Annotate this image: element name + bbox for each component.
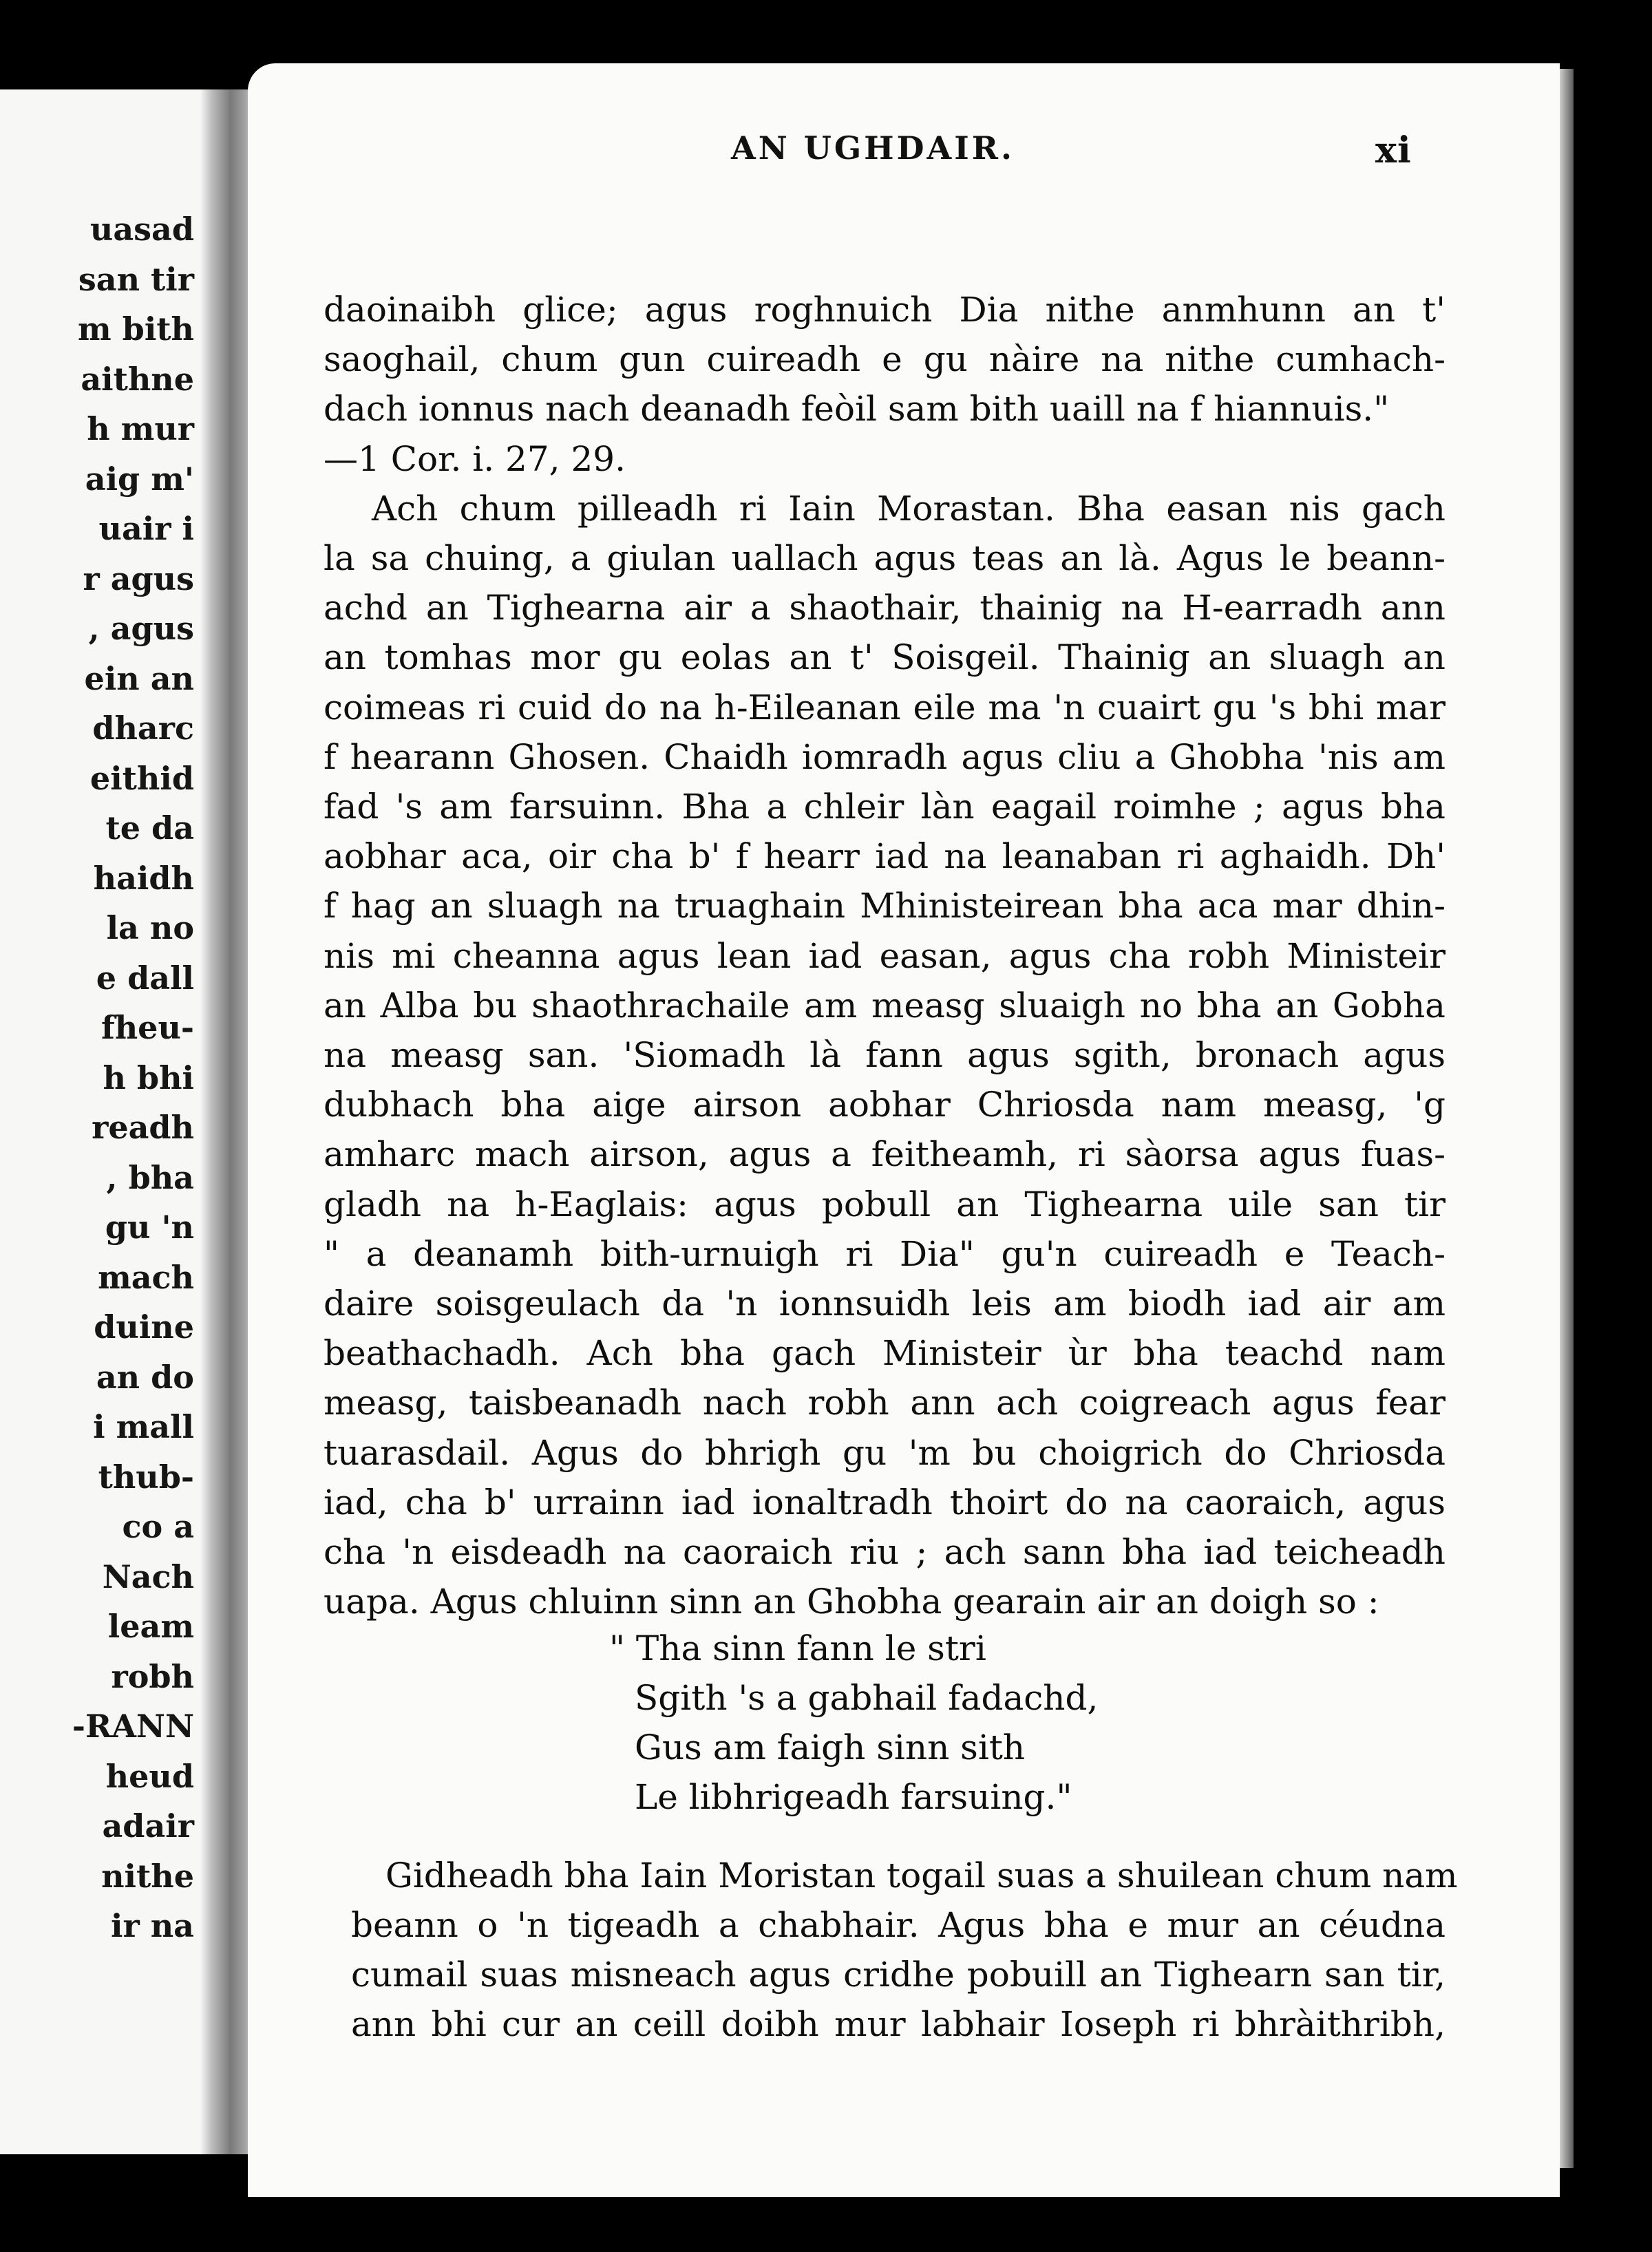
left-page-line: aig m' xyxy=(85,460,194,498)
left-page-line: te da xyxy=(105,809,194,847)
left-page-line: adair xyxy=(102,1807,194,1845)
text-line: dubhach bha aige airson aobhar Chriosda nam measg, 'g xyxy=(324,1085,1446,1125)
left-page-line: thub- xyxy=(98,1458,194,1496)
text-line: amharc mach airson, agus a feitheamh, ri sàorsa agus fuas- xyxy=(324,1134,1446,1175)
left-page-line: m bith xyxy=(77,310,194,348)
left-page-line: fheu- xyxy=(100,1009,194,1046)
text-line: ann bhi cur an ceill doibh mur labhair Ioseph ri bhràithribh, xyxy=(351,2004,1446,2044)
left-page-line: leam xyxy=(107,1608,194,1645)
left-page-line: heud xyxy=(105,1757,194,1795)
text-line: —1 Cor. i. 27, 29. xyxy=(324,438,626,479)
text-line: an Alba bu shaothrachaile am measg sluaigh no bha an Gobha xyxy=(324,985,1446,1026)
running-head: AN UGHDAIR. xyxy=(731,129,1015,167)
left-page-line: duine xyxy=(94,1308,194,1346)
text-line: f hag an sluagh na truaghain Mhinisteirean bha aca mar dhin- xyxy=(324,886,1446,926)
left-page-line: h mur xyxy=(87,410,194,447)
text-line: gladh na h-Eaglais: agus pobull an Tighearna uile san tir xyxy=(324,1184,1446,1224)
left-page-line: i mall xyxy=(93,1408,194,1445)
left-page-line: gu 'n xyxy=(105,1209,194,1246)
text-line: na measg san. 'Siomadh là fann agus sgith, bronach agus xyxy=(324,1035,1446,1075)
text-line: cumail suas misneach agus cridhe pobuill an Tighearn san tir, xyxy=(351,1955,1446,1995)
left-page-line: r agus xyxy=(83,560,194,597)
text-line: tuarasdail. Agus do bhrigh gu 'm bu choigrich do Chriosda xyxy=(324,1432,1446,1473)
left-page-line: Nach xyxy=(102,1558,194,1595)
text-line: aobhar aca, oir cha b' f hearr iad na leanaban ri aghaidh. Dh' xyxy=(324,836,1446,877)
text-line: saoghail, chum gun cuireadh e gu nàire na nithe cumhach- xyxy=(324,339,1446,380)
text-line: measg, taisbeanadh nach robh ann ach coigreach agus fear xyxy=(324,1383,1446,1423)
left-page-line: co a xyxy=(122,1508,194,1545)
text-line: an tomhas mor gu eolas an t' Soisgeil. Thainig an sluagh an xyxy=(324,637,1446,678)
verse-line: Le libhrigeadh farsuing." xyxy=(635,1777,1072,1817)
verse-line: " Tha sinn fann le stri xyxy=(609,1628,986,1668)
text-line: cha 'n eisdeadh na caoraich riu ; ach sann bha iad teicheadh xyxy=(324,1532,1446,1572)
left-page-line: nithe xyxy=(101,1857,194,1895)
text-line: beann o 'n tigeadh a chabhair. Agus bha e mur an céudna xyxy=(351,1905,1446,1945)
text-line: dach ionnus nach deanadh feòil sam bith uaill na f hiannuis." xyxy=(324,389,1390,429)
left-page-line: , agus xyxy=(88,610,194,647)
left-page-line: la no xyxy=(106,909,194,946)
text-line: " a deanamh bith-urnuigh ri Dia" gu'n cuireadh e Teach- xyxy=(324,1233,1446,1274)
left-page-line: aithne xyxy=(81,360,194,398)
page-edge-shadow xyxy=(1560,69,1574,2168)
left-page-line: h bhi xyxy=(103,1059,194,1096)
left-page-line: e dall xyxy=(96,959,194,997)
text-line: nis mi cheanna agus lean iad easan, agus cha robh Ministeir xyxy=(324,935,1446,976)
text-line: f hearann Ghosen. Chaidh iomradh agus cliu a Ghobha 'nis am xyxy=(324,736,1446,777)
text-line: coimeas ri cuid do na h-Eileanan eile ma 'n cuairt gu 's bhi mar xyxy=(324,687,1446,727)
text-line: Ach chum pilleadh ri Iain Morastan. Bha easan nis gach xyxy=(372,488,1446,529)
text-line: Gidheadh bha Iain Moristan togail suas a shuilean chum nam xyxy=(385,1856,1458,1895)
text-line: iad, cha b' urrainn iad ionaltradh thoirt do na caoraich, agus xyxy=(324,1482,1446,1522)
text-line: uapa. Agus chluinn sinn an Ghobha gearain air an doigh so : xyxy=(324,1582,1379,1622)
left-page-line: uair i xyxy=(98,510,194,547)
page-number: xi xyxy=(1375,129,1412,171)
text-line: daoinaibh glice; agus roghnuich Dia nithe anmhunn an t' xyxy=(324,290,1446,330)
text-line: fad 's am farsuinn. Bha a chleir làn eagail roimhe ; agus bha xyxy=(324,787,1446,827)
left-page-line: ein an xyxy=(84,659,194,697)
left-page-line: dharc xyxy=(92,710,194,747)
left-page-line: uasad xyxy=(89,211,194,248)
text-line: achd an Tighearna air a shaothair, thainig na H-earradh ann xyxy=(324,588,1446,628)
left-page-line: ir na xyxy=(111,1907,194,1944)
text-line: beathachadh. Ach bha gach Ministeir ùr bha teachd nam xyxy=(324,1333,1446,1374)
left-page-fragment xyxy=(0,89,200,2154)
verse-line: Sgith 's a gabhail fadachd, xyxy=(635,1678,1099,1718)
left-page-line: an do xyxy=(96,1358,194,1396)
left-page-line: robh xyxy=(111,1657,194,1695)
left-page-line: san tir xyxy=(78,260,194,298)
left-page-line: mach xyxy=(98,1258,194,1296)
left-page-line: , bha xyxy=(106,1158,194,1196)
text-line: la sa chuing, a giulan uallach agus teas an là. Agus le beann- xyxy=(324,538,1446,578)
verse-line: Gus am faigh sinn sith xyxy=(635,1728,1026,1767)
left-page-line: readh xyxy=(92,1109,194,1146)
left-page-line: -RANN xyxy=(72,1708,194,1745)
left-page-line: eithid xyxy=(89,759,194,797)
left-page-line: haidh xyxy=(93,859,194,897)
text-line: daire soisgeulach da 'n ionnsuidh leis am biodh iad air am xyxy=(324,1284,1446,1324)
